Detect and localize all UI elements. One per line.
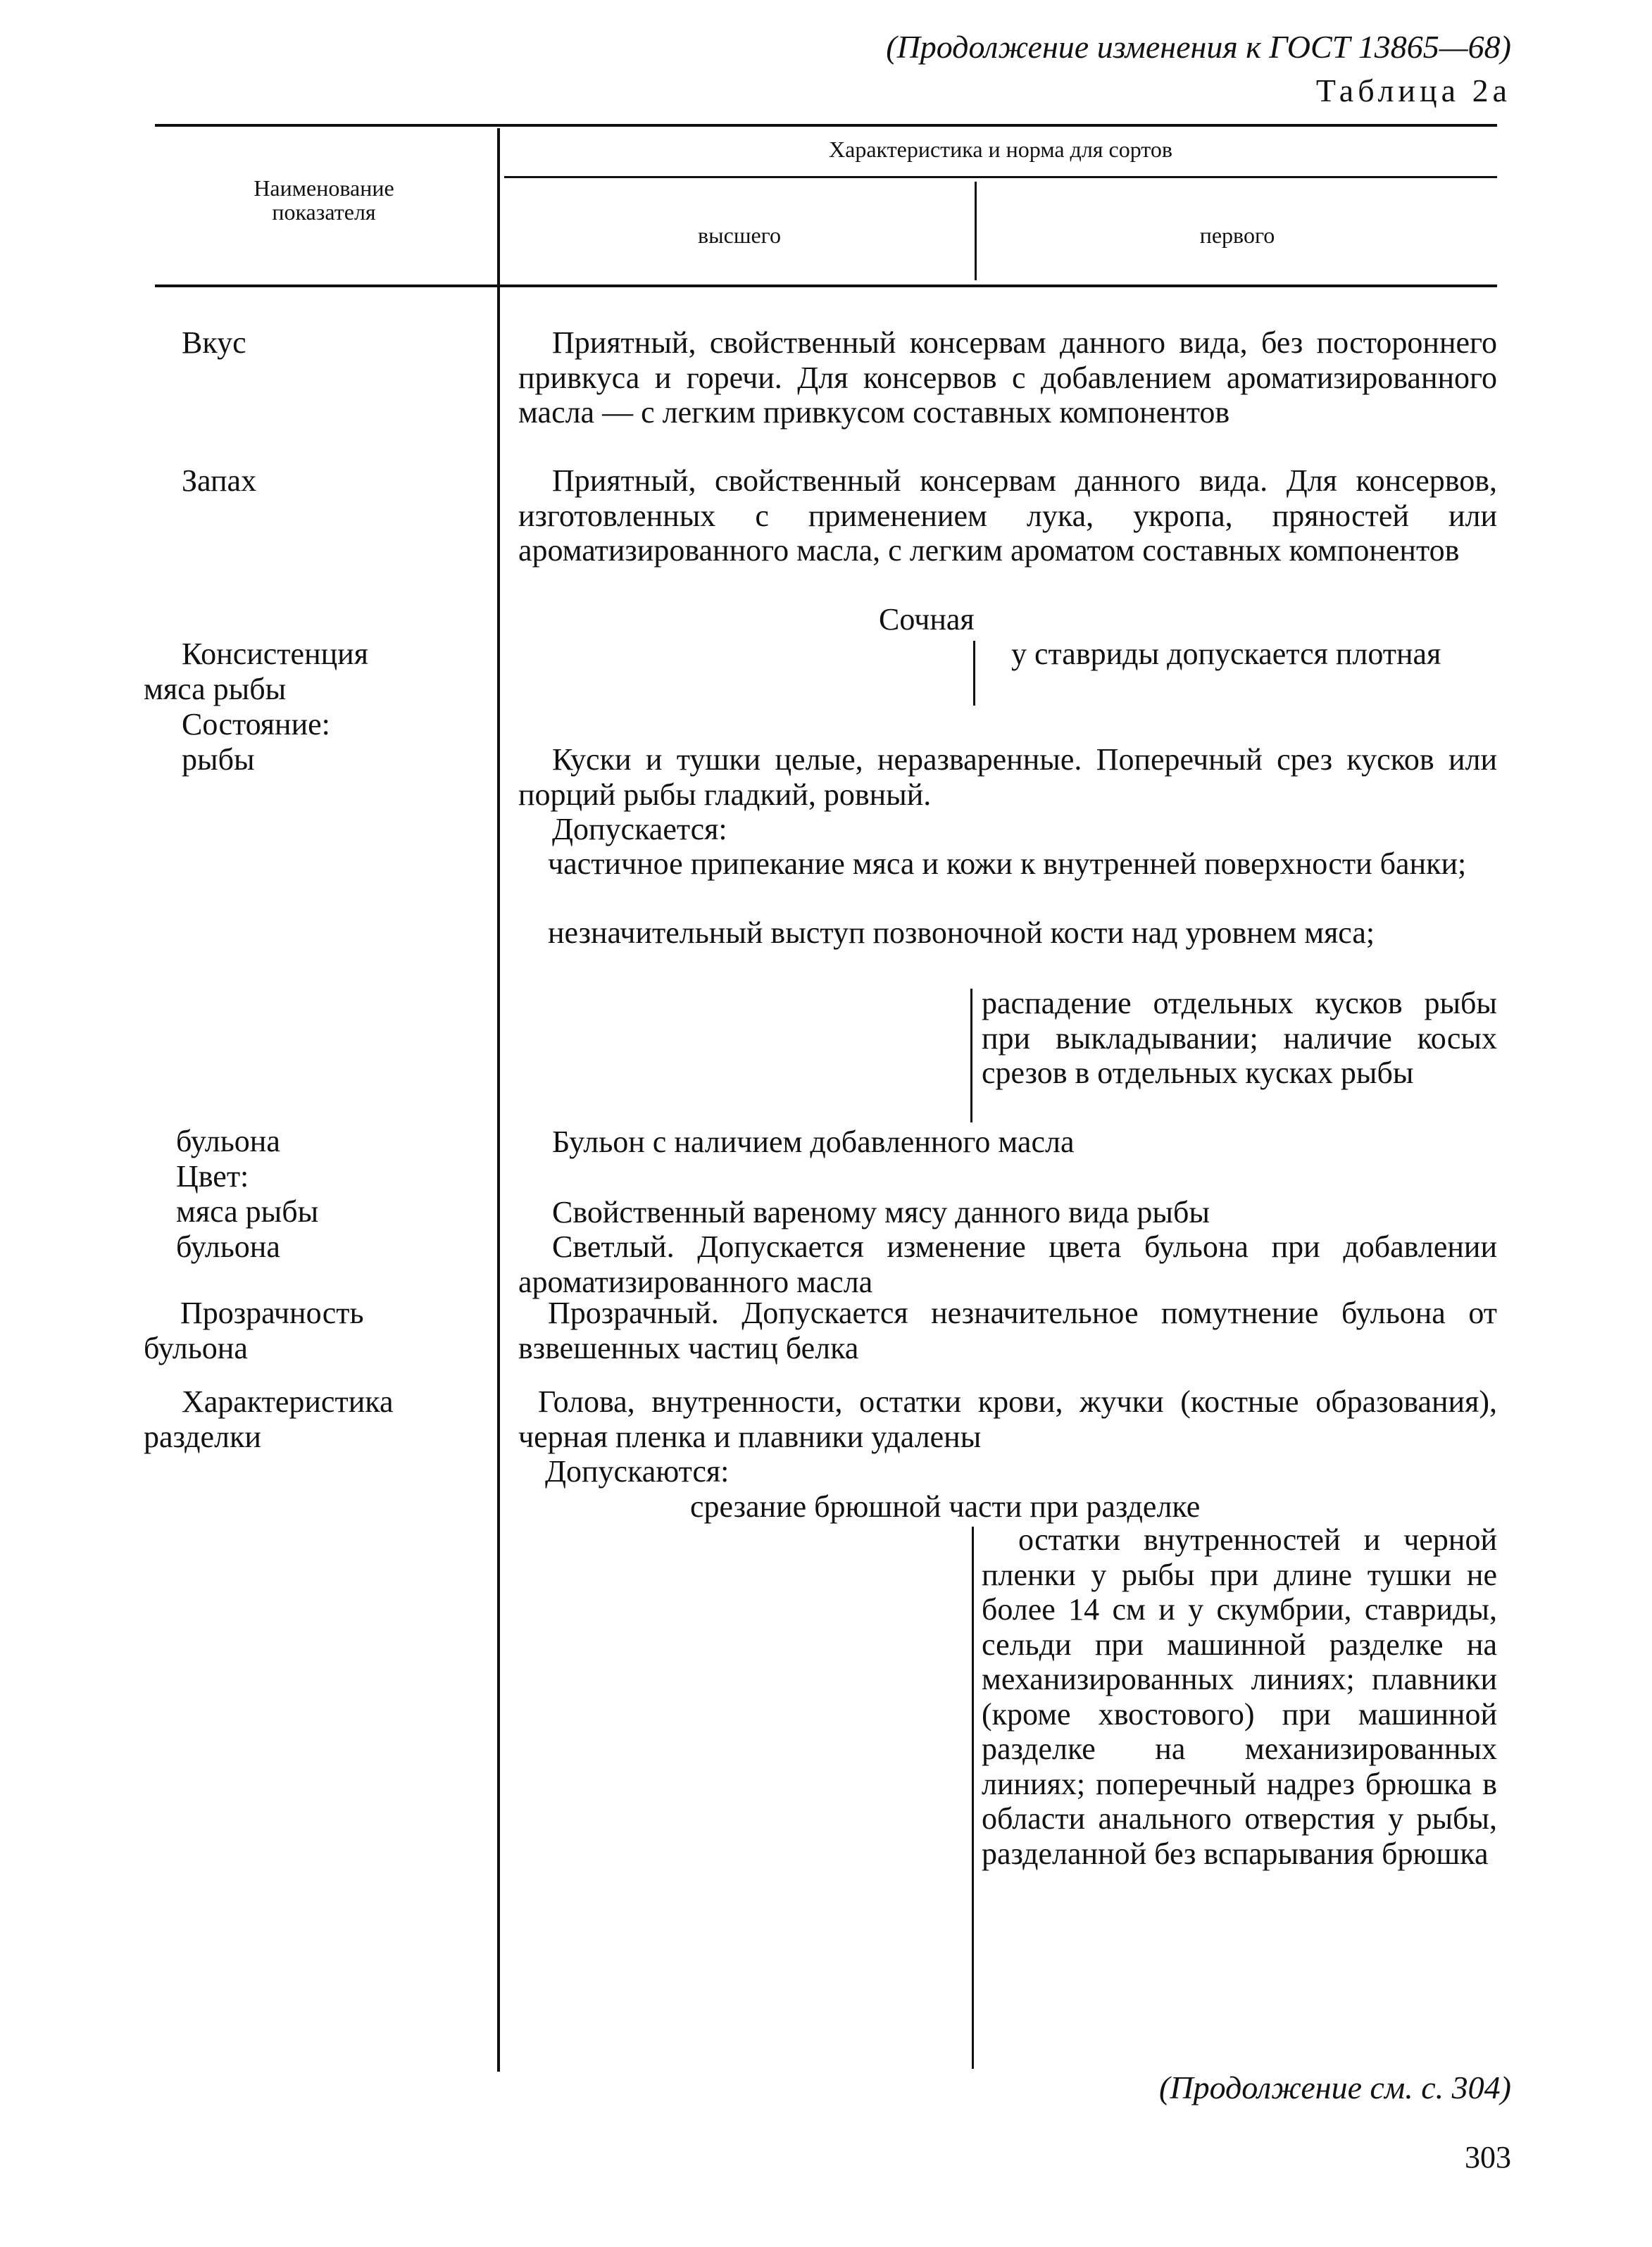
cutting-first: остатки внутренностей и черной пленки у рыбы при длине тушки не более 14 см и у скумбрии, ставриды, сельди при машинной разделке на механизированных линиях; плавники (кроме хвостового) при машинной разделке на механизированных линиях; поперечный надрез брюшка в области анального отверстия у рыбы, разделанной без вспарывания брюшка <box>982 1522 1497 1871</box>
fish-first-rule <box>970 989 972 1122</box>
label-consistency-2: мяса рыбы <box>144 672 287 706</box>
header-continuation: (Продолжение изменения к ГОСТ 13865—68) <box>886 29 1511 65</box>
consistency-common: Сочная <box>879 602 975 637</box>
color-broth-text: Светлый. Допускается изменение цвета бульона при добавлении ароматизированного масла <box>518 1229 1497 1299</box>
page-number: 303 <box>1465 2140 1511 2174</box>
fish-allowed: Допускается: <box>552 812 727 846</box>
fish-allowed-2: незначительный выступ позвоночной кости над уровнем мяса; <box>548 915 1375 950</box>
label-clarity-1: Прозрачность <box>180 1296 364 1330</box>
label-fish: рыбы <box>182 742 255 777</box>
label-color-broth: бульона <box>176 1229 280 1264</box>
header-bottom-rule <box>155 284 1497 287</box>
label-smell: Запах <box>182 463 257 498</box>
label-cutting-1: Характеристика <box>182 1384 394 1419</box>
label-color-meat: мяса рыбы <box>176 1194 319 1229</box>
consistency-first-rule <box>973 641 975 706</box>
broth-text: Бульон с наличием добавленного масла <box>552 1125 1075 1159</box>
header-indicator: Наименование показателя <box>254 175 394 225</box>
header-grade-first: первого <box>1199 223 1275 248</box>
table-label: Таблица 2а <box>1315 73 1511 108</box>
table-top-rule <box>155 124 1497 127</box>
header-characteristic: Характеристика и норма для сортов <box>829 137 1172 162</box>
label-taste: Вкус <box>182 325 246 360</box>
label-clarity-2: бульона <box>144 1331 248 1365</box>
fish-text: Куски и тушки целые, неразваренные. Поперечный срез кусков или порций рыбы гладкий, ровный. <box>518 742 1497 812</box>
smell-text: Приятный, свойственный консервам данного вида. Для консервов, изготовленных с применением лука, укропа, пряностей или ароматизированного масла, с легким ароматом составных компонентов <box>518 463 1497 568</box>
fish-allowed-1: частичное припекание мяса и кожи к внутренней поверхности банки; <box>548 846 1467 881</box>
consistency-first: у ставриды допускается плотная <box>1011 637 1441 671</box>
taste-text: Приятный, свойственный консервам данного вида, без постороннего привкуса и горечи. Для консервов с добавлением ароматизированного масла — с легким привкусом составных компонентов <box>518 325 1497 430</box>
cutting-allowed: Допускаются: <box>545 1454 730 1489</box>
color-meat-text: Свойственный вареному мясу данного вида рыбы <box>552 1195 1210 1229</box>
label-cutting-2: разделки <box>144 1420 261 1454</box>
header-subrule <box>504 176 1497 178</box>
cutting-text: Голова, внутренности, остатки крови, жучки (костные образования), черная пленка и плавники удалены <box>518 1384 1497 1454</box>
label-state: Состояние: <box>182 707 330 741</box>
table-column-divider <box>497 128 500 2072</box>
cutting-allowed-1: срезание брюшной части при разделке <box>690 1489 1201 1524</box>
header-grade-divider <box>975 182 977 280</box>
clarity-text: Прозрачный. Допускается незначительное помутнение бульона от взвешенных частиц белка <box>518 1296 1497 1365</box>
label-color: Цвет: <box>176 1159 249 1194</box>
label-broth: бульона <box>176 1124 280 1158</box>
header-grade-highest: высшего <box>698 223 781 248</box>
footer-continuation: (Продолжение см. с. 304) <box>1159 2070 1511 2105</box>
fish-first: распадение отдельных кусков рыбы при выкладывании; наличие косых срезов в отдельных кусках рыбы <box>982 986 1497 1090</box>
label-consistency-1: Консистенция <box>182 637 368 671</box>
cutting-first-rule <box>972 1527 974 2069</box>
